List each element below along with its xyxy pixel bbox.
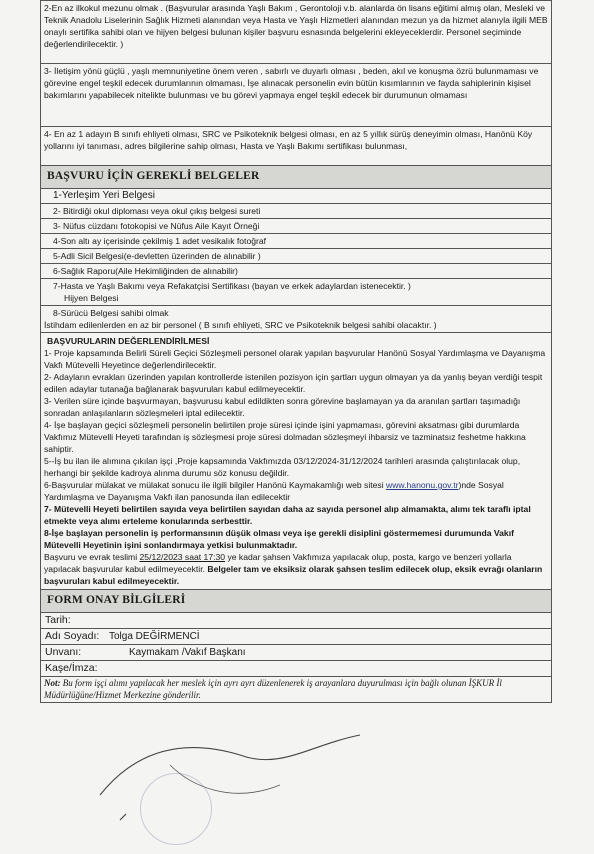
stamp-label: Kaşe/İmza: bbox=[45, 662, 98, 674]
document-item bbox=[41, 264, 552, 279]
document-item bbox=[41, 204, 552, 219]
evaluation-item-6-text-end: )nde Sosyal Yardımlaşma ve Dayanışma Vakfı ilan panosunda ilan edilecektir bbox=[44, 480, 504, 502]
date-field bbox=[41, 613, 552, 629]
submission-text-cont: ye kadar şahsen Vakfımıza yapılacak olup, posta, kargo ve benzeri yollarla yapılacak başvurular kabul edilmeyecektir. bbox=[44, 552, 512, 574]
evaluation-item-4: 4- İşe başlayan geçici sözleşmeli personelin belirtilen proje süresi içinde işini yapmaması, görevini aksatması gibi durumlarda Vakfımız Mütevelli Heyeti tarafından iş sözleşmesi proje süresi dolmadan sözleşmeyi ihbarsiz ve tazminatsız feshetme hakkına sahiptir. bbox=[44, 420, 526, 454]
evaluation-section bbox=[41, 333, 552, 590]
job-posting-form bbox=[40, 0, 552, 703]
document-item-text: 6-Sağlık Raporu(Aile Hekimliğinden de alınabilir) bbox=[53, 266, 238, 276]
evaluation-item-3: 3- Verilen süre içinde başvurmayan, başvurusu kabul edildikten sonra görevine başlamayan ya da aranılan şartları taşımadığı sonradan anlaşılanların sözleşmeleri iptal edilecektir. bbox=[44, 396, 521, 418]
evaluation-item-5: 5--İş bu ilan ile alımına çıkılan işçi ,Proje kapsamında Vakfımızda 03/12/2024-31/12/2024 tarihleri arasında çalıştırılacak olup, herhangi bir şekilde kadroya alınma durumu söz konusu değildir. bbox=[44, 456, 521, 478]
evaluation-item-1: 1- Proje kapsamında Belirli Süreli Geçici Sözleşmeli personel olarak yapılan başvurular Hanönü Sosyal Yardımlaşma ve Dayanışma Vakfı Mütevelli Heyetince değerlendirilecektir. bbox=[44, 348, 546, 370]
evaluation-title: BAŞVURULARIN DEĞERLENDİRİLMESİ bbox=[47, 336, 210, 346]
form-approval-title: FORM ONAY BİLGİLERİ bbox=[41, 590, 552, 613]
submission-text: Başvuru ve evrak teslimi bbox=[44, 552, 138, 562]
document-item-text: 3- Nüfus cüzdanı fotokopisi ve Nüfus Aile Kayıt Örneği bbox=[53, 221, 260, 231]
official-stamp bbox=[140, 773, 212, 845]
document-item bbox=[41, 219, 552, 234]
name-value: Tolga DEĞİRMENCİ bbox=[109, 631, 200, 642]
document-item bbox=[41, 279, 552, 306]
evaluation-item-8: 8-İşe başlayan personelin iş performansının düşük olması veya işe gerekli disiplini göstermemesi durumunda Vakıf Mütevelli Heyetinin işini sonlandırmaya yetkisi bulunmaktadır. bbox=[44, 528, 514, 550]
evaluation-item-6-text: 6-Başvurular mülakat ve mülakat sonucu ile ilgili bilgiler Hanönü Kaymakamlığı web sitesi bbox=[44, 480, 384, 490]
title-label: Unvanı: bbox=[45, 646, 82, 658]
requirement-item-3: 3- İletişim yönü güçlü , yaşlı memnuniyetine önem veren , sabırlı ve duyarlı olması , beden, akıl ve konuşma özrü bulunmaması ve görevine engel teşkil edecek durumlarının olmaması, İşe alınacak personelin evin bütün kısımlarının ve fayda sahiplerinin kişisel bakımlarını yapabilecek nitelikte bulunması ve bu görevi yapmaya engel teşkil edecek bir durumunun olmaması bbox=[41, 64, 552, 127]
document-item-note: İstihdam edilenlerden en az bir personel ( B sınıfı ehliyeti, SRC ve Psikoteknik belgesi sahibi olacaktır. ) bbox=[44, 320, 437, 330]
document-page bbox=[40, 0, 552, 703]
note-cell bbox=[41, 677, 552, 703]
website-link[interactable]: www.hanonu.gov.tr bbox=[386, 480, 459, 490]
document-item bbox=[41, 249, 552, 264]
evaluation-item-7: 7- Mütevelli Heyeti belirtilen sayıda veya belirtilen sayıdan daha az sayıda personel alıp almamakta, alımı tek taraflı iptal etmekte veya alımı erteleme konularında serbesttir. bbox=[44, 504, 531, 526]
document-item-text: 2- Bitirdiği okul diploması veya okul çıkış belgesi sureti bbox=[53, 206, 261, 216]
signature-mark bbox=[80, 725, 380, 835]
document-item-text: Hijyen Belgesi bbox=[64, 293, 119, 303]
submission-info bbox=[44, 551, 548, 587]
document-item bbox=[41, 306, 552, 333]
date-label: Tarih: bbox=[45, 614, 71, 626]
title-value: Kaymakam /Vakıf Başkanı bbox=[129, 647, 246, 658]
stamp-field bbox=[41, 661, 552, 677]
requirement-item-4: 4- En az 1 adayın B sınıfı ehliyeti olması, SRC ve Psikoteknik belgesi olması, en az 5 yıllık sürüş deneyimin olması, Hanönü Köy yollarını iyi tanıması, adres bilgilerine sahip olması, Hasta ve Yaşlı Bakımı sertifikası bulunması, bbox=[41, 127, 552, 166]
title-field bbox=[41, 645, 552, 661]
note-label: Not: bbox=[44, 678, 61, 688]
submission-deadline: 25/12/2023 saat 17:30 bbox=[139, 552, 226, 562]
evaluation-item-2: 2- Adayların evrakları üzerinden yapılan kontrollerde istenilen pozisyon için şartları uygun olmayan ya da yanlış beyan verdiği tespit edilen adaylar tutanağa bağlanarak başvuruları kabul edilmeyecektir. bbox=[44, 372, 543, 394]
document-item bbox=[41, 189, 552, 204]
evaluation-item-6 bbox=[44, 479, 548, 503]
requirement-item-2: 2-En az ilkokul mezunu olmak . (Başvurular arasında Yaşlı Bakım , Gerontoloji v.b. alanlarda ön lisans eğitimi almış olan, Mesleki ve Teknik Anadolu Liselerinin Sağlık Hizmeti alanından veya Hasta ve Yaşlı Hizmetleri alanından mezun ya da hizmet alanıyla ilgili MEB onaylı sertifika sahibi olan ve hijyen belgesi bulunan kişiler başvuru esnasında belgelerini ekleyeceklerdir. Personel seçiminde değerlendirilecektir. ) bbox=[41, 1, 552, 64]
name-label: Adı Soyadı: bbox=[45, 630, 100, 642]
submission-warning: Belgeler tam ve eksiksiz olarak şahsen teslim edilecek olup, eksik evrağı olanların başvuruları kabul edilmeyecektir. bbox=[44, 564, 543, 586]
note-text: Bu form işçi alımı yapılacak her meslek için ayrı ayrı düzenlenerek iş arayanlara duyurulması için bağlı olunan İŞKUR İl Müdürlüğüne/Hizmet Merkezine gönderilir. bbox=[44, 678, 502, 700]
document-item-text: 4-Son altı ay içerisinde çekilmiş 1 adet vesikalık fotoğraf bbox=[53, 236, 267, 246]
document-item-text: 5-Adli Sicil Belgesi(e-devletten üzerinden de alınabilir ) bbox=[53, 251, 261, 261]
name-field bbox=[41, 629, 552, 645]
document-item-text: 1-Yerleşim Yeri Belgesi bbox=[53, 190, 155, 201]
document-item-text: 7-Hasta ve Yaşlı Bakımı veya Refakatçisi Sertifikası (bayan ve erkek adaylardan istenecektir. ) bbox=[53, 281, 411, 291]
document-item-text: 8-Sürücü Belgesi sahibi olmak bbox=[53, 308, 169, 318]
document-item bbox=[41, 234, 552, 249]
documents-section-title: BAŞVURU İÇİN GEREKLİ BELGELER bbox=[41, 166, 552, 189]
